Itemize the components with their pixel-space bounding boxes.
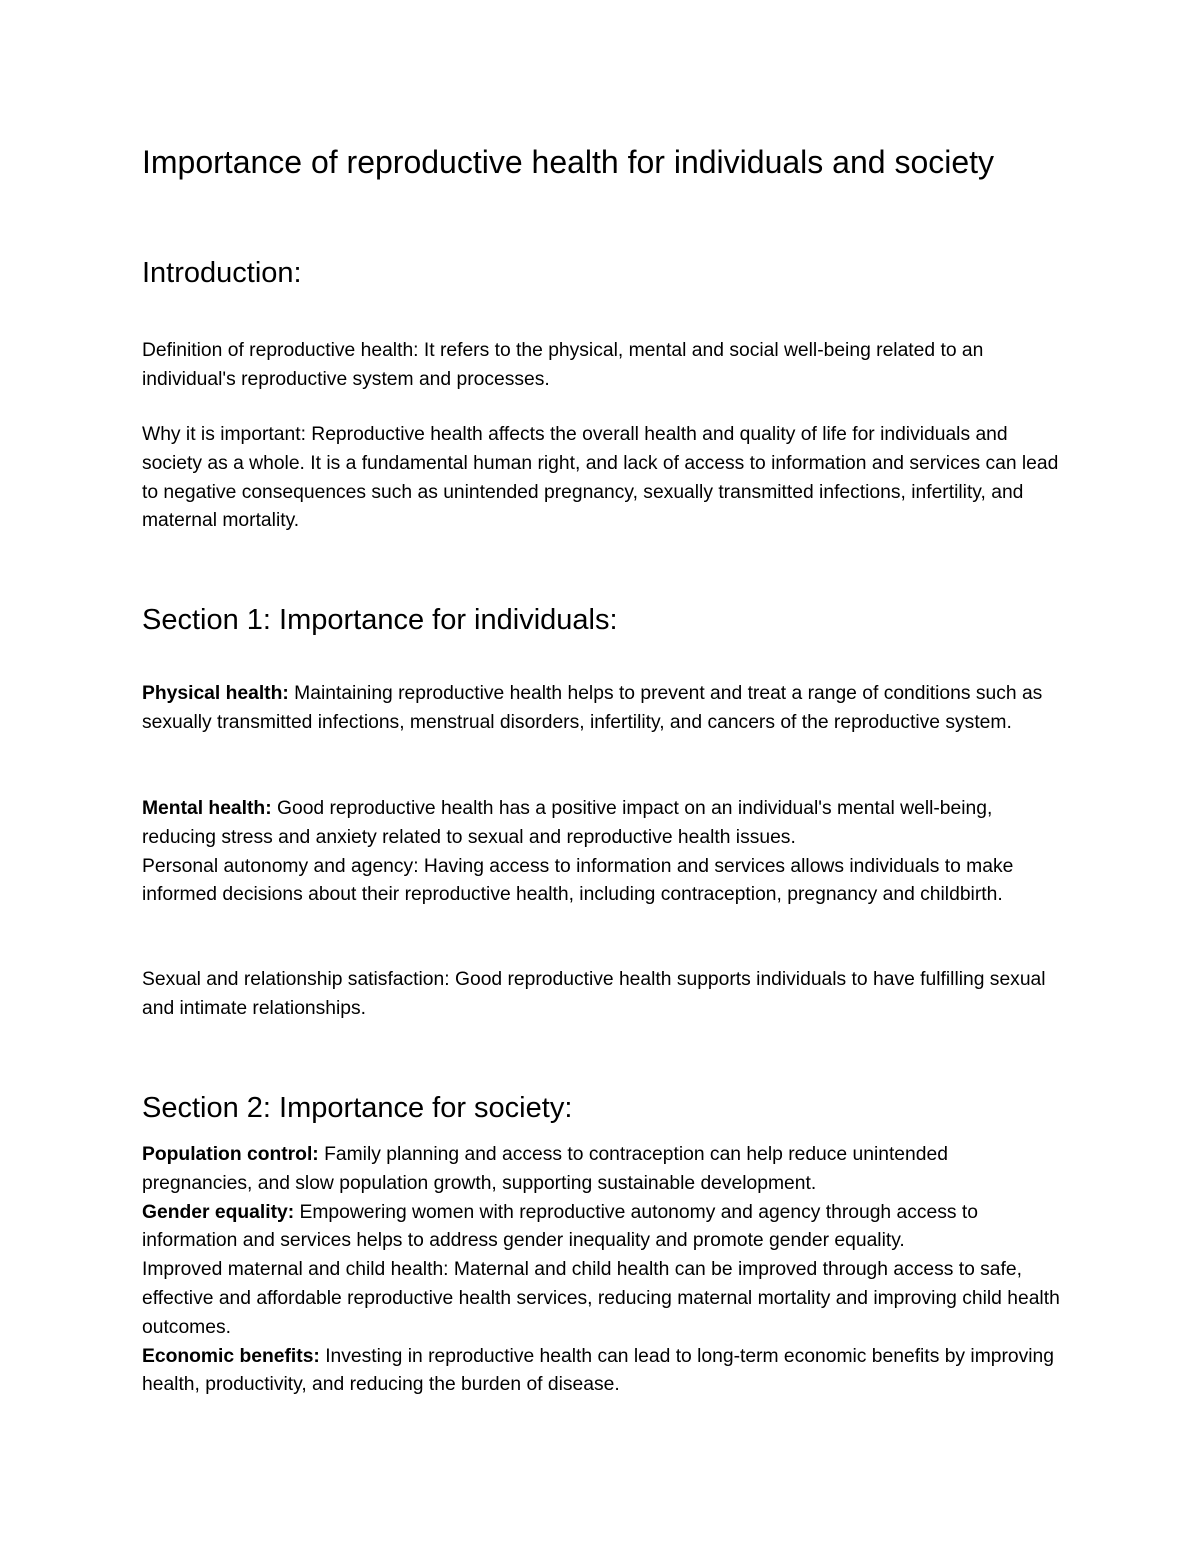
economic-benefits-paragraph [142, 1343, 1062, 1401]
section1-heading: Section 1: Importance for individuals: [142, 604, 618, 636]
mental-health-label: Mental health: [142, 798, 272, 819]
economic-benefits-label: Economic benefits: [142, 1345, 320, 1367]
physical-health-paragraph [142, 680, 1062, 738]
mental-health-block [142, 795, 1062, 910]
satisfaction-paragraph: Sexual and relationship satisfaction: Good reproductive health supports individuals to have fulfilling sexual and intimate relationships. [142, 969, 1046, 1019]
mental-health-text: Good reproductive health has a positive impact on an individual's mental well-being, reducing stress and anxiety related to sexual and reproductive health issues. [142, 798, 993, 848]
mental-health-paragraph [142, 795, 1062, 853]
section2-body [142, 1141, 1062, 1400]
definition-paragraph: Definition of reproductive health: It refers to the physical, mental and social well-being related to an individual's reproductive system and processes. [142, 340, 984, 390]
physical-health-label: Physical health: [142, 683, 289, 704]
autonomy-paragraph: Personal autonomy and agency: Having access to information and services allows individuals to make informed decisions about their reproductive health, including contraception, pregnancy and childbirth. [142, 855, 1014, 906]
population-control-label: Population control: [142, 1144, 319, 1165]
population-control-paragraph [142, 1141, 1062, 1199]
why-important-paragraph: Why it is important: Reproductive health affects the overall health and quality of life for individuals and society as a whole. It is a fundamental human right, and lack of access to information and services can lead to negative consequences such as unintended pregnancy, sexually transmitted infections, infertility, and maternal mortality. [142, 424, 1059, 532]
gender-equality-paragraph [142, 1199, 1062, 1257]
maternal-health-paragraph: Improved maternal and child health: Maternal and child health can be improved through access to safe, effective and affordable reproductive health services, reducing maternal mortality and improving child health outcomes. [142, 1259, 1060, 1338]
gender-equality-text: Empowering women with reproductive autonomy and agency through access to information and services helps to address gender inequality and promote gender equality. [142, 1201, 978, 1252]
gender-equality-label: Gender equality: [142, 1201, 295, 1223]
document-title: Importance of reproductive health for individuals and society [142, 144, 995, 180]
section2-heading: Section 2: Importance for society: [142, 1092, 573, 1124]
introduction-heading: Introduction: [142, 257, 302, 289]
economic-benefits-text: Investing in reproductive health can lead to long-term economic benefits by improving health, productivity, and reducing the burden of disease. [142, 1345, 1054, 1396]
population-control-text: Family planning and access to contraception can help reduce unintended pregnancies, and slow population growth, supporting sustainable development. [142, 1144, 948, 1194]
physical-health-text: Maintaining reproductive health helps to prevent and treat a range of conditions such as sexually transmitted infections, menstrual disorders, infertility, and cancers of the reproductive system. [142, 683, 1043, 733]
